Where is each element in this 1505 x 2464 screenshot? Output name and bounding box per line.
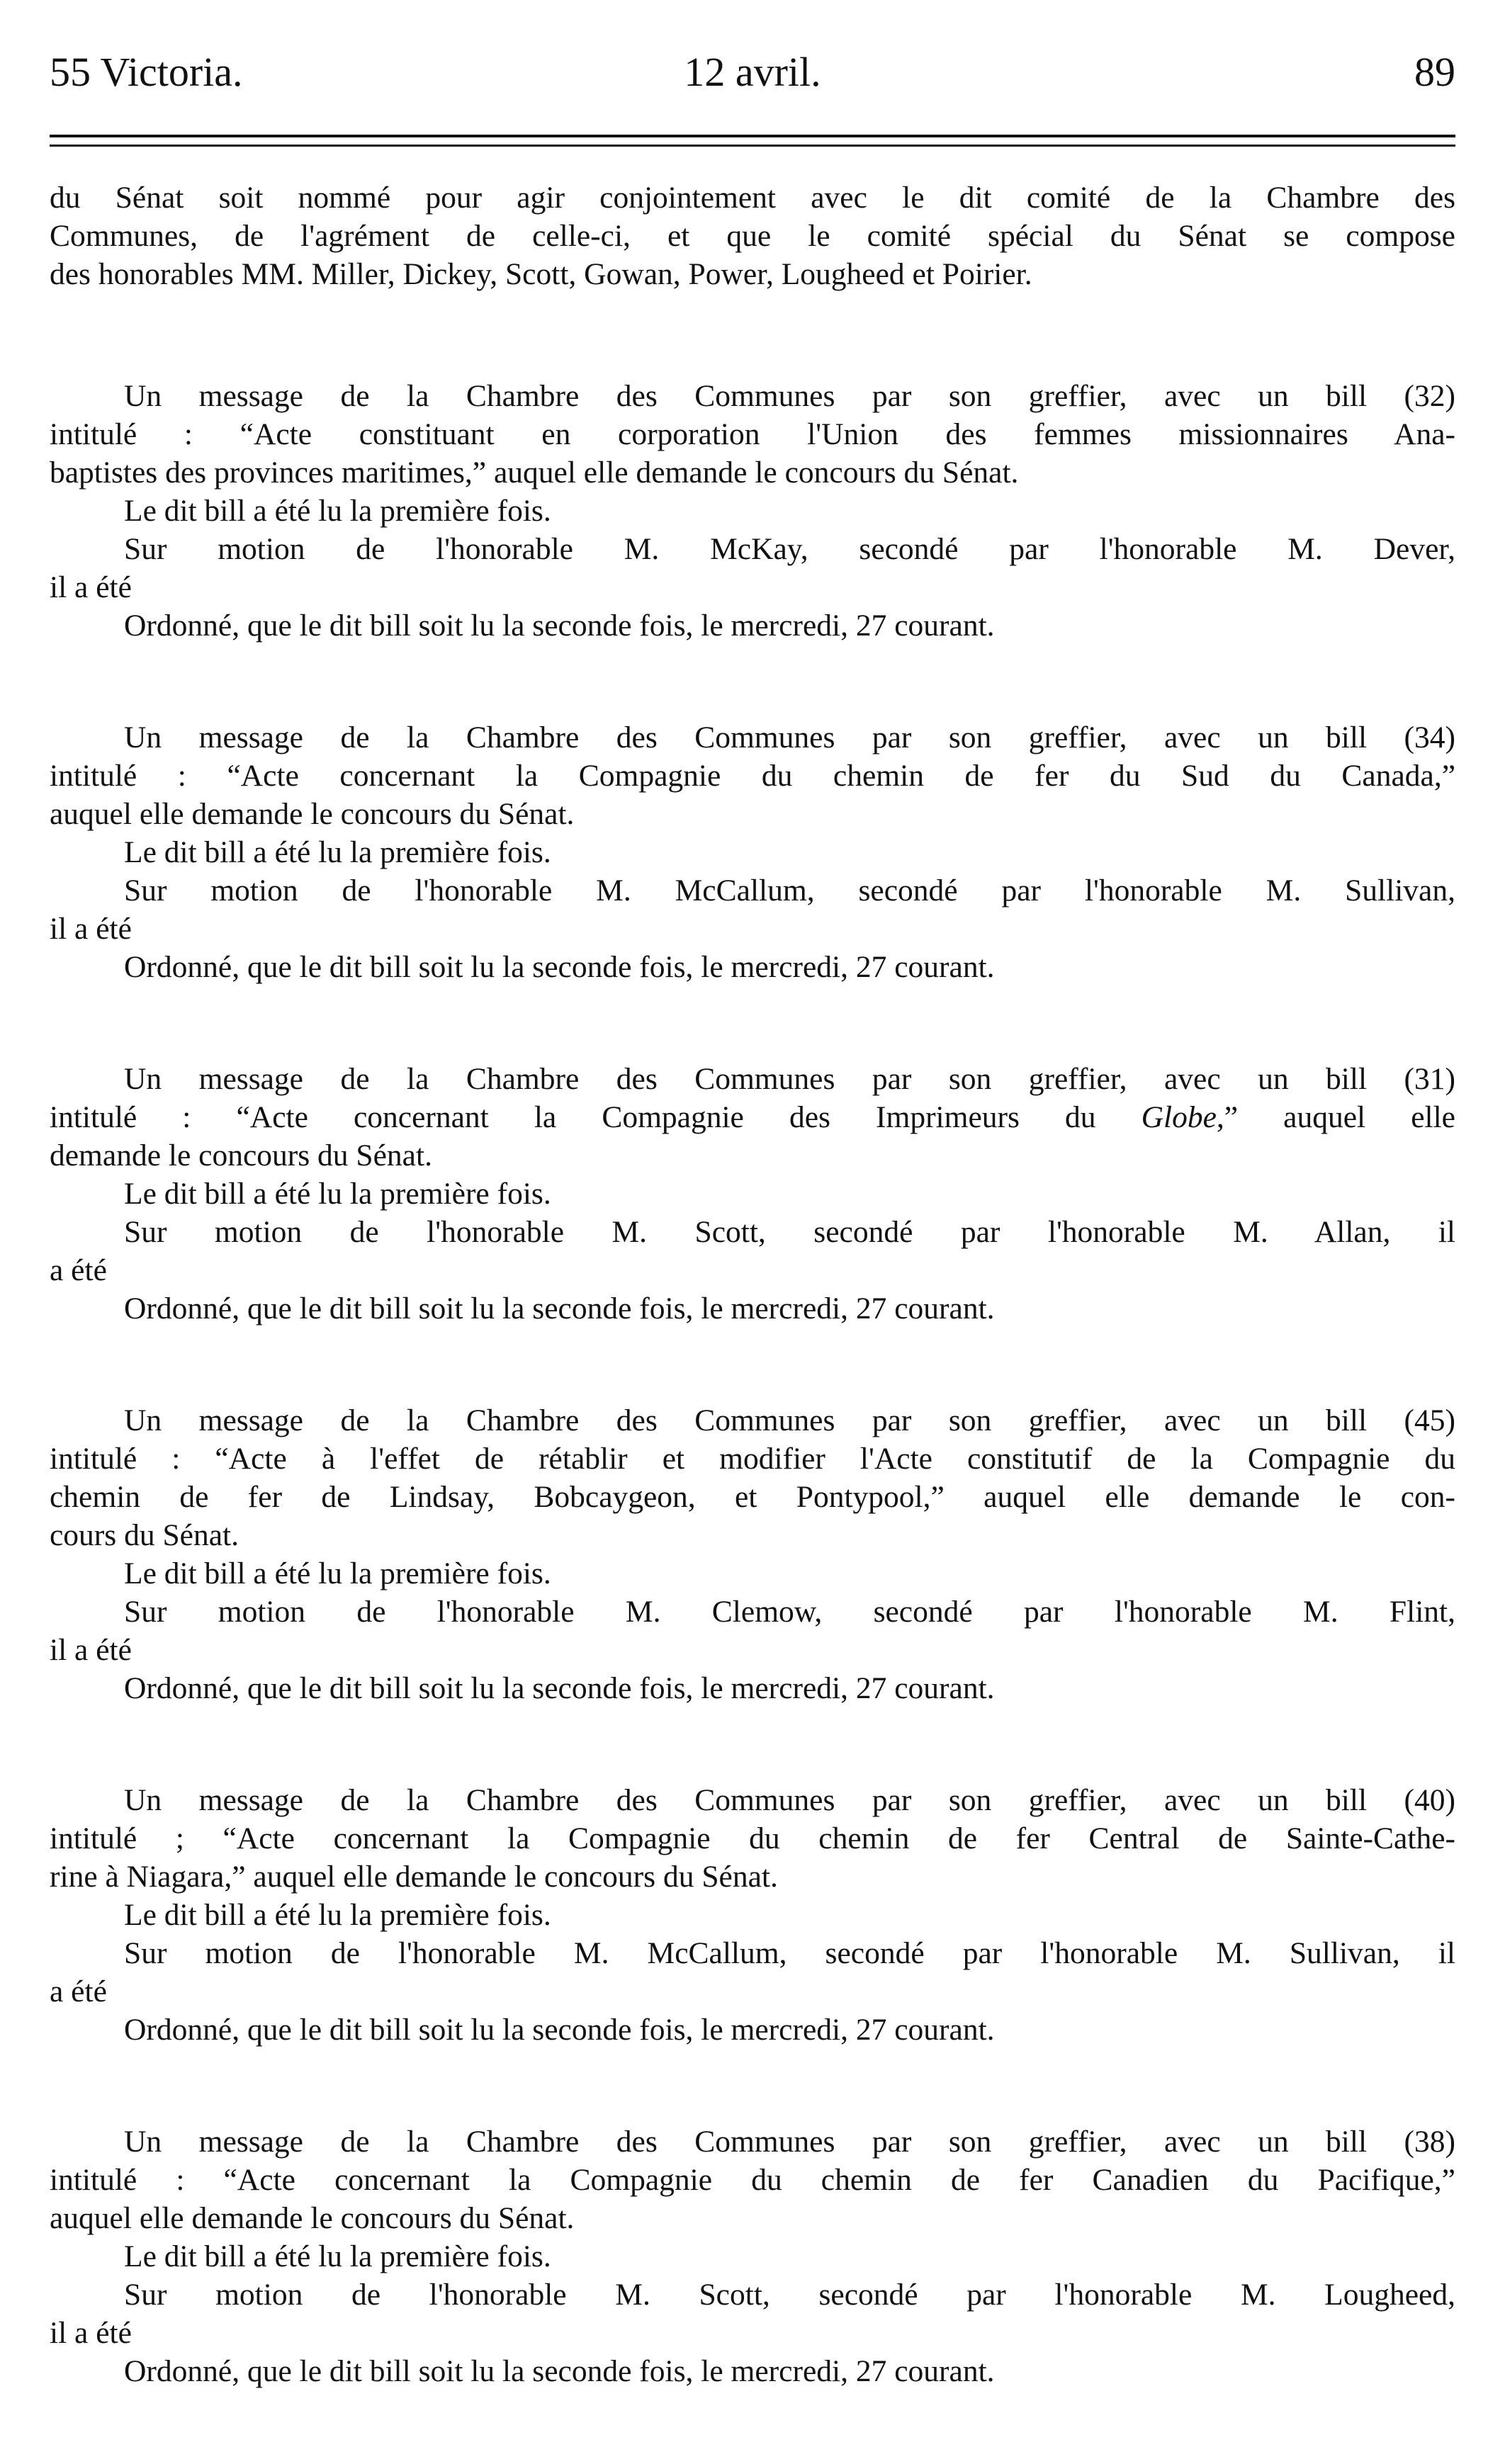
message-line: auquel elle demande le concours du Sénat.: [50, 2201, 575, 2235]
bill-entry-32: [50, 377, 1455, 645]
first-reading: Le dit bill a été lu la première fois.: [124, 1898, 551, 1932]
order-line: Ordonné, que le dit bill soit lu la seconde fois, le mercredi, 27 courant.: [124, 950, 995, 984]
order-line: Ordonné, que le dit bill soit lu la seconde fois, le mercredi, 27 courant.: [124, 609, 995, 643]
message-line: Un message de la Chambre des Communes par son greffier, avec un bill (34): [124, 720, 1455, 755]
first-reading: Le dit bill a été lu la première fois.: [124, 1177, 551, 1211]
motion-end: il a été: [50, 912, 132, 946]
intro-line: Communes, de l'agrément de celle-ci, et que le comité spécial du Sénat se compose: [50, 219, 1455, 253]
message-line: Un message de la Chambre des Communes par son greffier, avec un bill (40): [124, 1783, 1455, 1817]
first-reading: Le dit bill a été lu la première fois.: [124, 835, 551, 869]
message-line: demande le concours du Sénat.: [50, 1138, 432, 1172]
motion-line: Sur motion de l'honorable M. Scott, secondé par l'honorable M. Lougheed,: [124, 2278, 1455, 2312]
motion-line: Sur motion de l'honorable M. McCallum, secondé par l'honorable M. Sullivan,: [124, 874, 1455, 908]
message-line: intitulé : “Acte à l'effet de rétablir et modifier l'Acte constitutif de la Compagnie du: [50, 1442, 1455, 1476]
message-line: intitulé ; “Acte concernant la Compagnie du chemin de fer Central de Sainte-Cathe-: [50, 1821, 1455, 1855]
message-line: baptistes des provinces maritimes,” auquel elle demande le concours du Sénat.: [50, 456, 1019, 490]
bill-entry-34: [50, 718, 1455, 986]
message-line: rine à Niagara,” auquel elle demande le concours du Sénat.: [50, 1860, 778, 1894]
page-number: 89: [1414, 49, 1455, 95]
message-line: auquel elle demande le concours du Sénat.: [50, 797, 575, 831]
header-rule-bottom: [50, 145, 1455, 147]
motion-end: a été: [50, 1974, 107, 2008]
bill-entry-38: [50, 2123, 1455, 2390]
message-line: intitulé : “Acte concernant la Compagnie du chemin de fer Canadien du Pacifique,”: [50, 2163, 1455, 2197]
message-line: Un message de la Chambre des Communes par son greffier, avec un bill (31): [124, 1062, 1455, 1096]
header-date: 12 avril.: [684, 49, 821, 95]
message-line: Un message de la Chambre des Communes par son greffier, avec un bill (32): [124, 379, 1455, 413]
bill-entry-40: [50, 1781, 1455, 2049]
message-text: ,” auquel elle: [1216, 1100, 1455, 1134]
intro-paragraph: [50, 179, 1455, 293]
motion-line: Sur motion de l'honorable M. McCallum, secondé par l'honorable M. Sullivan, il: [124, 1936, 1455, 1970]
order-line: Ordonné, que le dit bill soit lu la seconde fois, le mercredi, 27 courant.: [124, 2013, 995, 2047]
order-line: Ordonné, que le dit bill soit lu la seconde fois, le mercredi, 27 courant.: [124, 2354, 995, 2388]
first-reading: Le dit bill a été lu la première fois.: [124, 2239, 551, 2273]
message-line: cours du Sénat.: [50, 1518, 239, 1552]
bill-entry-31: [50, 1060, 1455, 1328]
order-line: Ordonné, que le dit bill soit lu la seconde fois, le mercredi, 27 courant.: [124, 1292, 995, 1326]
message-text: intitulé : “Acte concernant la Compagnie des Imprimeurs du: [50, 1100, 1142, 1134]
message-line: chemin de fer de Lindsay, Bobcaygeon, et Pontypool,” auquel elle demande le con-: [50, 1480, 1455, 1514]
motion-end: a été: [50, 1253, 107, 1287]
message-line: intitulé : “Acte concernant la Compagnie du chemin de fer du Sud du Canada,”: [50, 759, 1455, 793]
message-line: Un message de la Chambre des Communes par son greffier, avec un bill (45): [124, 1403, 1455, 1437]
bill-entry-45: [50, 1401, 1455, 1707]
page-header: [50, 44, 1455, 101]
message-line: Un message de la Chambre des Communes par son greffier, avec un bill (38): [124, 2125, 1455, 2159]
message-line: intitulé : “Acte constituant en corporation l'Union des femmes missionnaires Ana-: [50, 417, 1455, 451]
order-line: Ordonné, que le dit bill soit lu la seconde fois, le mercredi, 27 courant.: [124, 1671, 995, 1705]
motion-end: il a été: [50, 1633, 132, 1667]
motion-end: il a été: [50, 2316, 132, 2350]
first-reading: Le dit bill a été lu la première fois.: [124, 494, 551, 528]
page-body: [50, 179, 1455, 2464]
message-line: [50, 1098, 1455, 1136]
motion-line: Sur motion de l'honorable M. Scott, secondé par l'honorable M. Allan, il: [124, 1215, 1455, 1249]
first-reading: Le dit bill a été lu la première fois.: [124, 1556, 551, 1590]
motion-line: Sur motion de l'honorable M. Clemow, secondé par l'honorable M. Flint,: [124, 1595, 1455, 1629]
header-session: 55 Victoria.: [50, 49, 243, 95]
motion-end: il a été: [50, 570, 132, 604]
intro-line: du Sénat soit nommé pour agir conjointement avec le dit comité de la Chambre des: [50, 181, 1455, 215]
motion-line: Sur motion de l'honorable M. McKay, secondé par l'honorable M. Dever,: [124, 532, 1455, 566]
newspaper-title: Globe: [1141, 1100, 1217, 1134]
intro-line: des honorables MM. Miller, Dickey, Scott, Gowan, Power, Lougheed et Poirier.: [50, 257, 1032, 291]
header-rule-top: [50, 135, 1455, 137]
